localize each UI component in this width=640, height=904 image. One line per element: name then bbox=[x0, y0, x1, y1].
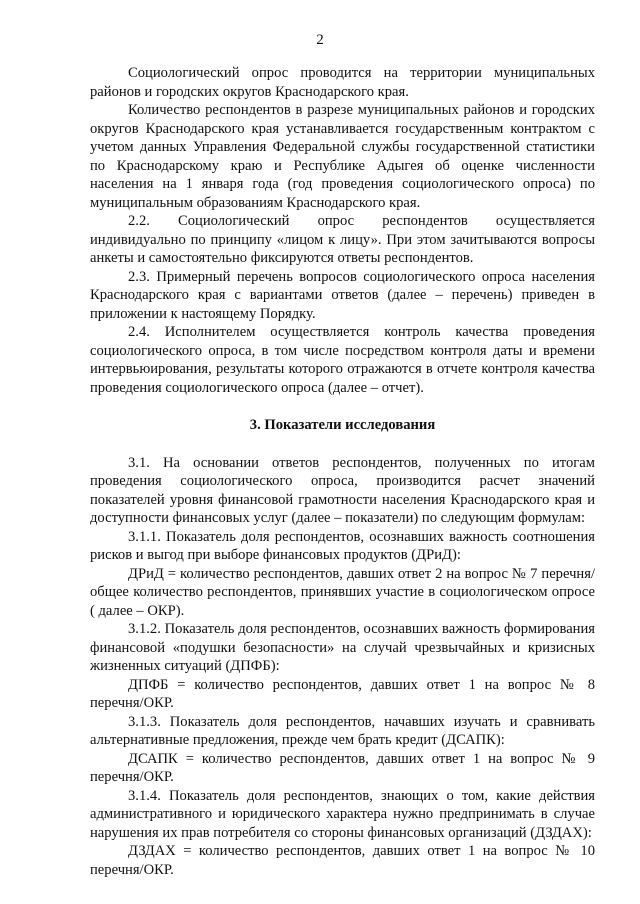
paragraph-survey-territory: Социологический опрос проводится на территории муниципальных районов и городских округов Краснодарского края. bbox=[90, 65, 595, 100]
paragraph-3-1-2: 3.1.2. Показатель доля респондентов, осознавших важность формирования финансовой «подушки безопасности» на случай чрезвычайных и кризисных жизненных ситуаций (ДПФБ): bbox=[90, 621, 595, 674]
page-number: 2 bbox=[316, 32, 324, 48]
paragraph-3-1: 3.1. На основании ответов респондентов, полученных по итогам проведения социологического опроса, производится расчет значений показателей уровня финансовой грамотности населения Краснодарского края и доступности финансовых услуг (далее – показатели) по следующим формулам: bbox=[90, 454, 595, 526]
paragraph-3-1-4: 3.1.4. Показатель доля респондентов, знающих о том, какие действия административного и юридического характера нужно предпринимать в случае нарушения их прав потребителя со стороны финансовых организаций (ДЗДАХ): bbox=[90, 787, 595, 841]
paragraph-2-3: 2.3. Примерный перечень вопросов социологического опроса населения Краснодарского края с вариантами ответов (далее – перечень) приведен в приложении к настоящему Порядку. bbox=[90, 268, 595, 322]
paragraph-respondent-count: Количество респондентов в разрезе муниципальных районов и городских округов Краснодарского края устанавливается государственным контрактом с учетом данных Управления Федеральной службы государственной статистики по Краснодарскому краю и Республике Адыгея об оценке численности населения на 1 января года (год проведения социологического опроса) по муниципальным образованиям Краснодарского края. bbox=[90, 102, 595, 211]
document-body bbox=[90, 64, 595, 879]
formula-dsapk: ДСАПК = количество респондентов, давших ответ 1 на вопрос № 9 перечня/ОКР. bbox=[90, 750, 595, 785]
paragraph-2-4: 2.4. Исполнителем осуществляется контроль качества проведения социологического опроса, в том числе посредством контроля даты и времени интервьюирования, результаты которого отражаются в отчете контроля качества проведения социологического опроса (далее – отчет). bbox=[90, 324, 595, 396]
formula-dzdah: ДЗДАХ = количество респондентов, давших ответ 1 на вопрос № 10 перечня/ОКР. bbox=[90, 843, 595, 878]
paragraph-3-1-3: 3.1.3. Показатель доля респондентов, начавших изучать и сравнивать альтернативные предложения, прежде чем брать кредит (ДСАПК): bbox=[90, 713, 595, 748]
section-heading: 3. Показатели исследования bbox=[249, 417, 436, 433]
paragraph-2-2: 2.2. Социологический опрос респондентов осуществляется индивидуально по принципу «лицом к лицу». При этом зачитываются вопросы анкеты и самостоятельно фиксируются ответы респондентов. bbox=[90, 213, 595, 266]
paragraph-3-1-1: 3.1.1. Показатель доля респондентов, осознавших важность соотношения рисков и выгод при выборе финансовых продуктов (ДРиД): bbox=[90, 528, 595, 563]
formula-drid: ДРиД = количество респондентов, давших ответ 2 на вопрос № 7 перечня/общее количество респондентов, принявших участие в социологическом опросе ( далее – ОКР). bbox=[90, 565, 595, 619]
formula-dpfb: ДПФБ = количество респондентов, давших ответ 1 на вопрос № 8 перечня/ОКР. bbox=[90, 676, 595, 711]
